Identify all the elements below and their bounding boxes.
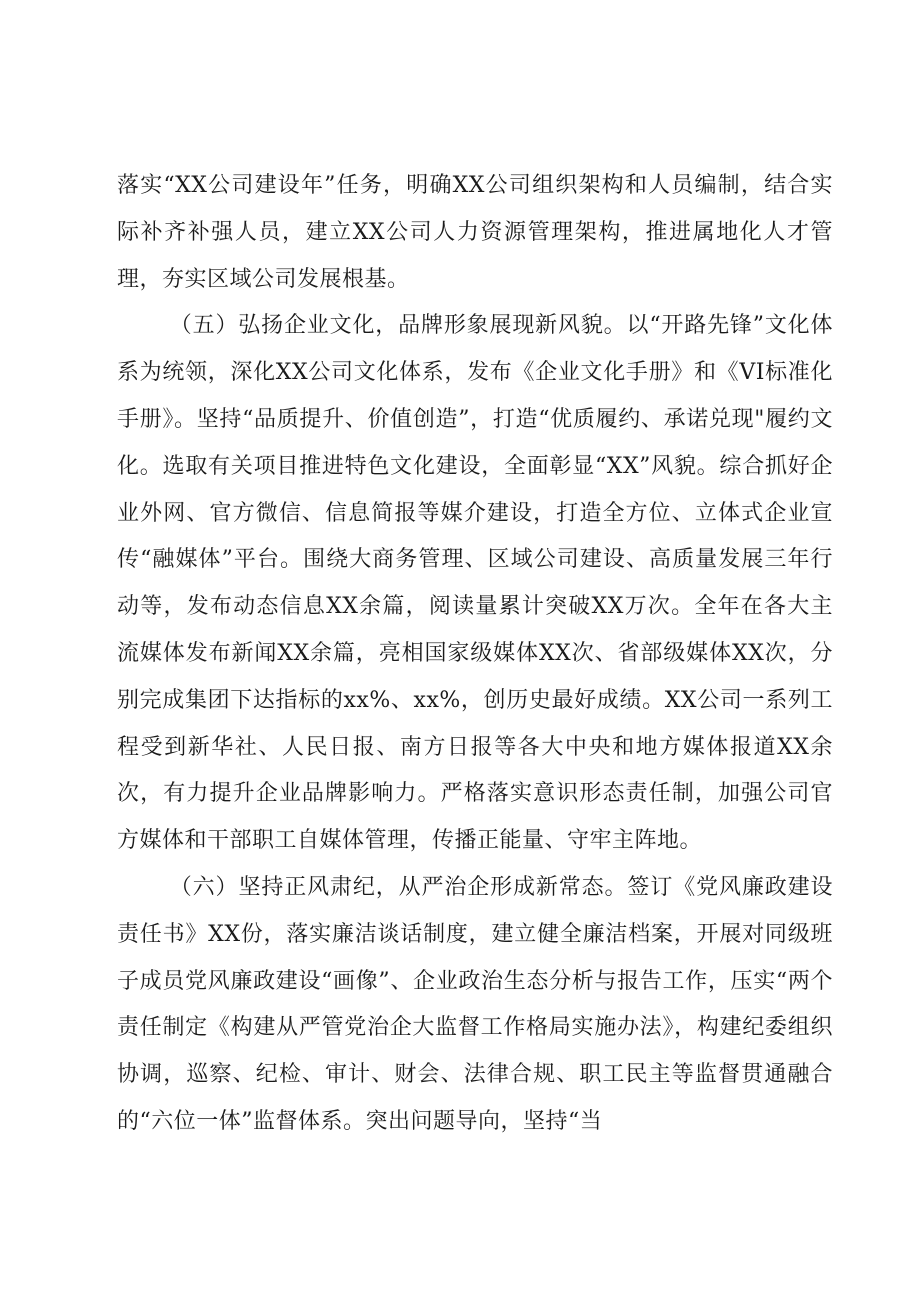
body-text — [117, 163, 833, 1146]
paragraph-section-five: （五）弘扬企业文化，品牌形象展现新风貌。以“开路先锋”文化体系为统领，深化XX公司文化体系，发布《企业文化手册》和《VI标准化手册》。坚持“品质提升、价值创造”，打造“优质履约、承诺兑现"履约文化。选取有关项目推进特色文化建设，全面彰显“XX”风貌。综合抓好企业外网、官方微信、信息简报等媒介建设，打造全方位、立体式企业宣传“融媒体”平台。围绕大商务管理、区域公司建设、高质量发展三年行动等，发布动态信息XX余篇，阅读量累计突破XX万次。全年在各大主流媒体发布新闻XX余篇，亮相国家级媒体XX次、省部级媒体XX次，分别完成集团下达指标的xx%、xx%，创历史最好成绩。XX公司一系列工程受到新华社、人民日报、南方日报等各大中央和地方媒体报道XX余次，有力提升企业品牌影响力。严格落实意识形态责任制，加强公司官方媒体和干部职工自媒体管理，传播正能量、守牢主阵地。 — [117, 313, 833, 854]
paragraph-continuation: 落实“XX公司建设年”任务，明确XX公司组织架构和人员编制，结合实际补齐补强人员，建立XX公司人力资源管理架构，推进属地化人才管理，夯实区域公司发展根基。 — [117, 173, 833, 292]
paragraph-section-six: （六）坚持正风肃纪，从严治企形成新常态。签订《党风廉政建设责任书》XX份，落实廉洁谈话制度，建立健全廉洁档案，开展对同级班子成员党风廉政建设“画像”、企业政治生态分析与报告工作，压实“两个责任制定《构建从严管党治企大监督工作格局实施办法》，构建纪委组织协调，巡察、纪检、审计、财会、法律合规、职工民主等监督贯通融合的“六位一体”监督体系。突出问题导向，坚持“当 — [117, 874, 833, 1134]
